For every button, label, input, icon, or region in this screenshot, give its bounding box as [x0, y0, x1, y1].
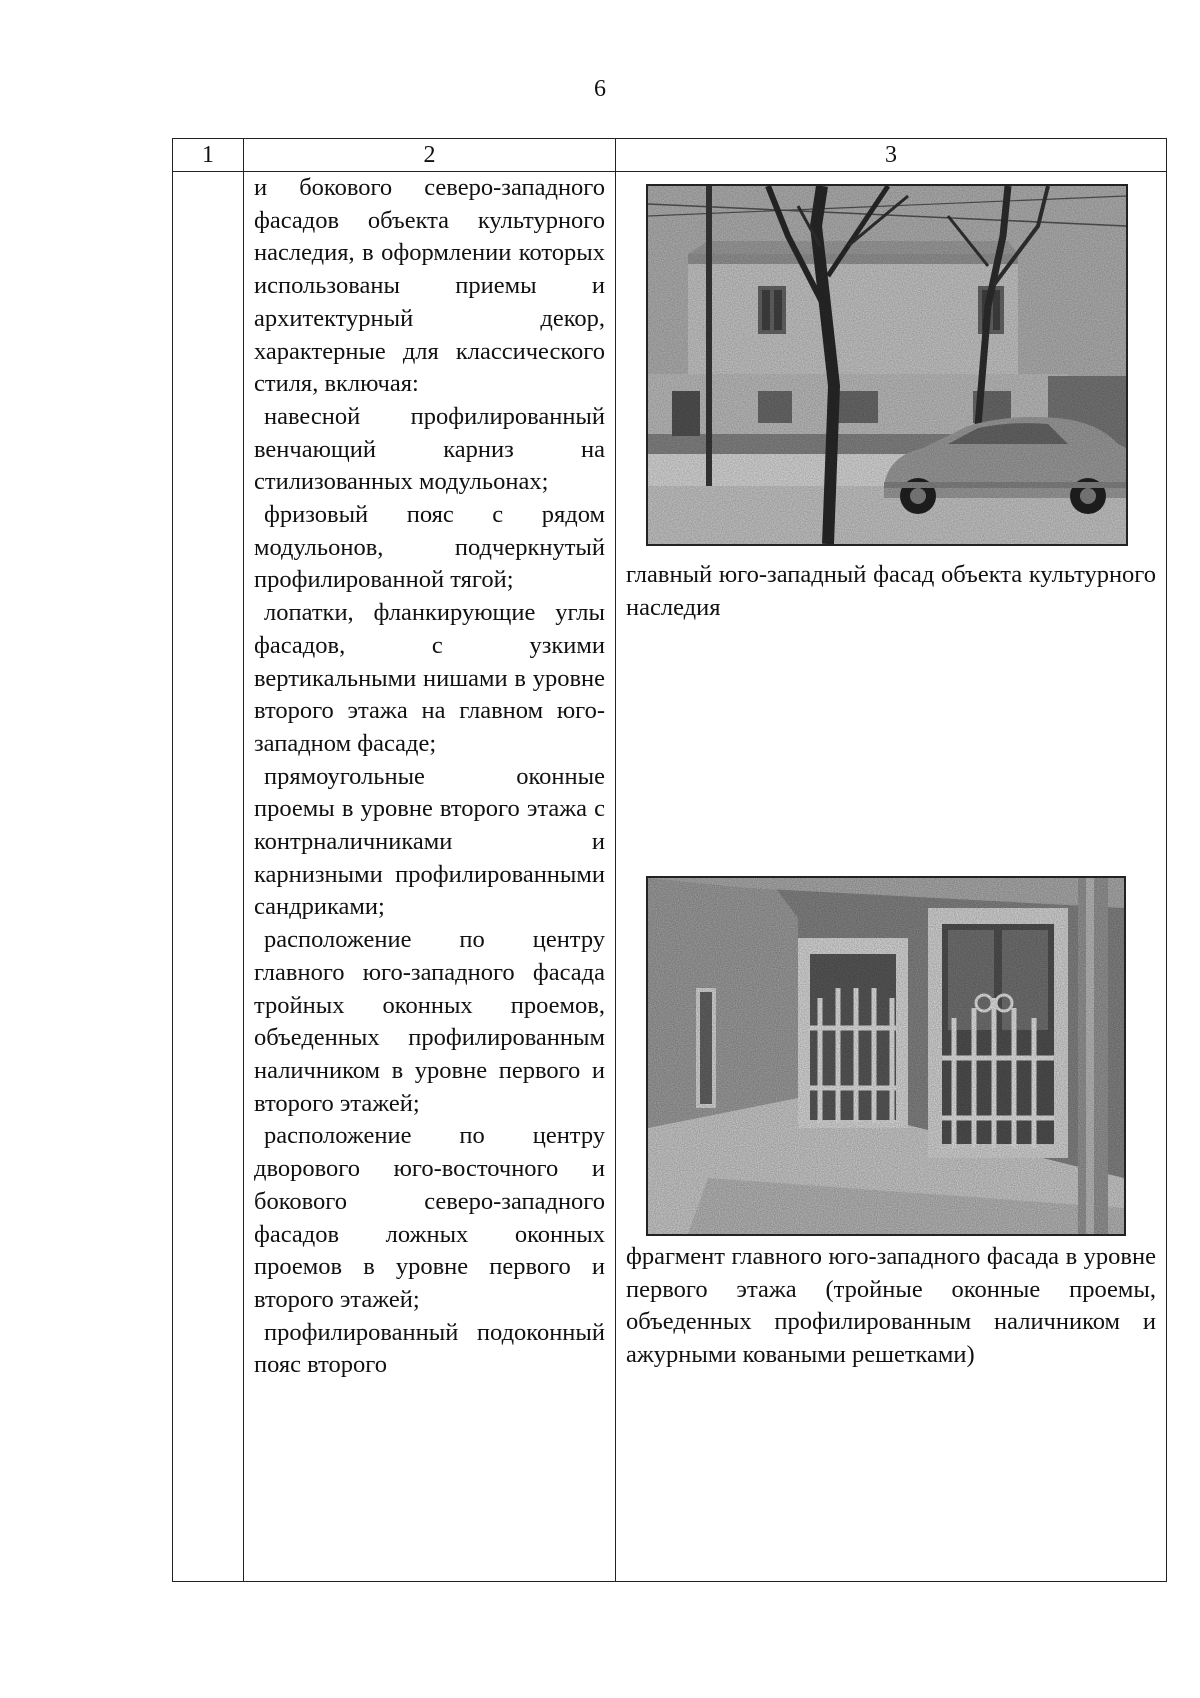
row-number-cell	[173, 172, 244, 1582]
feature-item-sill-belt: профилированный подоконный пояс второго	[254, 1318, 605, 1379]
feature-item-frieze: фризовый пояс с рядом модульонов, подчеркнутый профилированной тягой;	[254, 501, 605, 594]
building-facade-photo	[646, 184, 1128, 546]
page-number: 6	[594, 76, 606, 102]
photo-1-caption: главный юго-западный фасад объекта культурного наследия	[626, 561, 1156, 621]
feature-item-triple-windows: расположение по центру главного юго-западного фасада тройных оконных проемов, объеденных профилированным наличником в уровне первого и второго этажей;	[254, 926, 605, 1117]
table-header-row	[173, 139, 1167, 172]
header-col-1: 1	[173, 139, 244, 172]
window-grilles-photo	[646, 876, 1126, 1236]
description-text	[244, 172, 615, 1382]
description-cell	[244, 172, 616, 1582]
header-col-3: 3	[616, 139, 1167, 172]
feature-item-windows: прямоугольные оконные проемы в уровне второго этажа с контрналичниками и карнизными профилированными сандриками;	[254, 762, 605, 921]
header-col-2: 2	[244, 139, 616, 172]
feature-item-false-windows: расположение по центру дворового юго-восточного и бокового северо-западного фасадов ложных оконных проемов в уровне первого и второго этажей;	[254, 1122, 605, 1313]
illustration-cell	[616, 172, 1167, 1582]
feature-item-pilasters: лопатки, фланкирующие углы фасадов, с узкими вертикальными нишами в уровне второго этажа на главном юго-западном фасаде;	[254, 599, 605, 757]
table-row	[173, 172, 1167, 1582]
photo-2-caption: фрагмент главного юго-западного фасада в уровне первого этажа (тройные оконные проемы, объеденных профилированным наличником и ажурными коваными решетками)	[626, 1243, 1156, 1369]
feature-item-cornice: навесной профилированный венчающий карниз на стилизованных модульонах;	[254, 402, 605, 496]
description-intro: и бокового северо-западного фасадов объекта культурного наследия, в оформлении которых использованы приемы и архитектурный декор, характерные для классического стиля, включая:	[254, 174, 605, 398]
heritage-features-table	[172, 138, 1167, 1582]
